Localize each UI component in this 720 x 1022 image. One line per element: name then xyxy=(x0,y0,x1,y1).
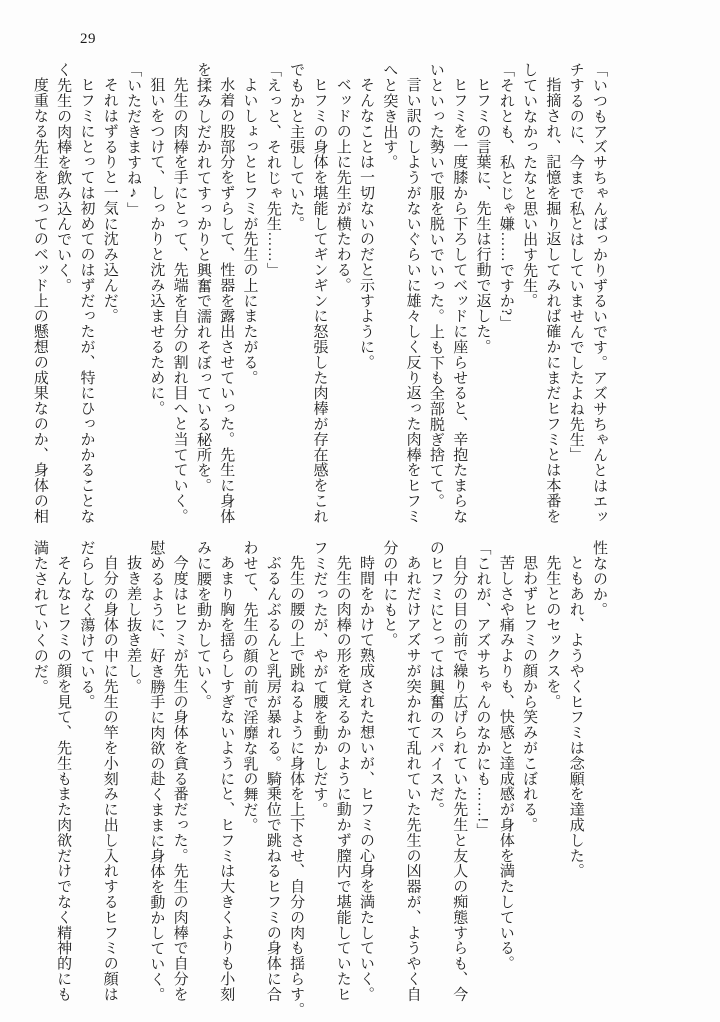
text-line: フミだったが、やがて腰を動かしだす。 xyxy=(311,540,328,818)
text-line: 苦しさや痛みよりも、快感と達成感が身体を満たしている。 xyxy=(497,555,514,971)
text-line: 「いつもアズサちゃんばっかりずるいです。アズサちゃんとはエッ xyxy=(591,62,607,524)
text-line: 性なのか。 xyxy=(591,540,607,617)
text-line: あれだけアズサが突かれて乱れていた先生の凶器が、ようやく自 xyxy=(404,555,421,1002)
text-line: 満たされていくのだ。 xyxy=(31,540,48,694)
text-line: いといった勢いで服を脱いでいった。上も下も全部脱ぎ捨てて。 xyxy=(427,62,444,509)
text-line: へと突き出す。 xyxy=(381,62,398,170)
text-line: を揉みしだかれてすっかりと興奮で濡れそぼっている秘所を。 xyxy=(194,62,211,494)
text-line: 今度はヒフミが先生の身体を貪る番だった。先生の肉棒で自分を xyxy=(171,555,188,1002)
text-line: 狙いをつけて、しっかりと沈み込ませるために。 xyxy=(148,77,165,416)
text-line: あまり胸を揺らしすぎないようにと、ヒフミは大きくよりも小刻 xyxy=(218,555,235,1002)
text-line: ベッドの上に先生が横たわる。 xyxy=(334,77,351,293)
text-line: 自分の目の前で繰り広げられていた先生と友人の痴態すらも、今 xyxy=(451,555,468,1002)
lower-text-block xyxy=(28,540,610,1017)
text-line: でもかと主張していた。 xyxy=(288,62,305,232)
text-line: ヒフミを一度膝から下ろしてベッドに座らせると、辛抱たまらな xyxy=(451,77,468,524)
text-line: それはずるりと一気に沈み込んだ。 xyxy=(101,77,118,324)
text-line: 水着の股部分をずらして、性器を露出させていった。先生に身体 xyxy=(218,77,235,524)
text-line: みに腰を動かしていく。 xyxy=(194,540,211,710)
text-line: ヒフミの言葉に、先生は行動で返した。 xyxy=(474,77,491,355)
text-line: ぶるんぶるんと乳房が暴れる。騎乗位で跳ねるヒフミの身体に合 xyxy=(264,555,281,1002)
text-line: のヒフミにとっては興奮のスパイスだ。 xyxy=(427,540,444,818)
text-line: ともあれ、ようやくヒフミは念願を達成した。 xyxy=(567,555,584,879)
text-line: 先生の肉棒を手にとって、先端を自分の割れ目へと当てていく。 xyxy=(171,77,188,524)
text-line: く先生の肉棒を飲み込んでいく。 xyxy=(55,62,72,293)
text-line: 慰めるように、好き勝手に肉欲の赴くままに身体を動かしていく。 xyxy=(148,540,165,1002)
text-line: 自分の身体の中に先生の竿を小刻みに出し入れするヒフミの顔は xyxy=(101,555,118,1002)
text-line: 分の中にもと。 xyxy=(381,540,398,648)
text-line: 先生とのセックスを。 xyxy=(544,555,561,709)
page-number: 29 xyxy=(80,31,96,47)
text-line: 「それとも、私とじゃ嫌……ですか?」 xyxy=(497,62,514,331)
text-line: 先生の肉棒の形を覚えるかのように動かず膣内で堪能していたヒ xyxy=(334,555,351,1002)
text-line: 度重なる先生を思ってのベッド上の懸想の成果なのか、身体の相 xyxy=(31,77,48,524)
text-line: そんなヒフミの顔を見て、先生もまた肉欲だけでなく精神的にも xyxy=(55,555,72,1002)
text-line: 「えっと、それじゃ先生……」 xyxy=(264,62,281,278)
text-line: よいしょっとヒフミが先生の上にまたがる。 xyxy=(241,77,258,385)
text-line: ヒフミの身体を堪能してギンギンに怒張した肉棒が存在感をこれ xyxy=(311,77,328,524)
text-line: 「これが、アズサちゃんのなかにも……!」 xyxy=(474,540,491,838)
text-line: そんなことは一切ないのだと示すように。 xyxy=(358,77,375,370)
text-line: 時間をかけて熟成された想いが、ヒフミの心身を満たしていく。 xyxy=(358,555,375,1002)
upper-text-block xyxy=(28,62,610,528)
text-line: 思わずヒフミの顔から笑みがこぼれる。 xyxy=(521,555,538,833)
text-line: わせて、先生の顔の前で淫靡な乳の舞だ。 xyxy=(241,540,258,833)
text-line: 言い訳のしようがないぐらいに雄々しく反り返った肉棒をヒフミ xyxy=(404,77,421,524)
text-line: ヒフミにとっては初めてのはずだったが、特にひっかかることな xyxy=(78,77,95,524)
text-line: 「いただきますね♪」 xyxy=(125,62,142,217)
text-line: 先生の腰の上で跳ねるように身体を上下させ、自分の肉も揺らす。 xyxy=(288,555,305,1017)
text-line: チするのに、今まで私とはしていませんでしたよね先生」 xyxy=(567,62,584,463)
text-line: していなかったなと思い出す先生。 xyxy=(521,62,538,309)
text-line: 指摘され、記憶を掘り返してみれば確かにまだヒフミとは本番を xyxy=(544,77,561,524)
text-line: 抜き差し抜き差し。 xyxy=(125,555,142,694)
text-line: だらしなく蕩けている。 xyxy=(78,540,95,710)
